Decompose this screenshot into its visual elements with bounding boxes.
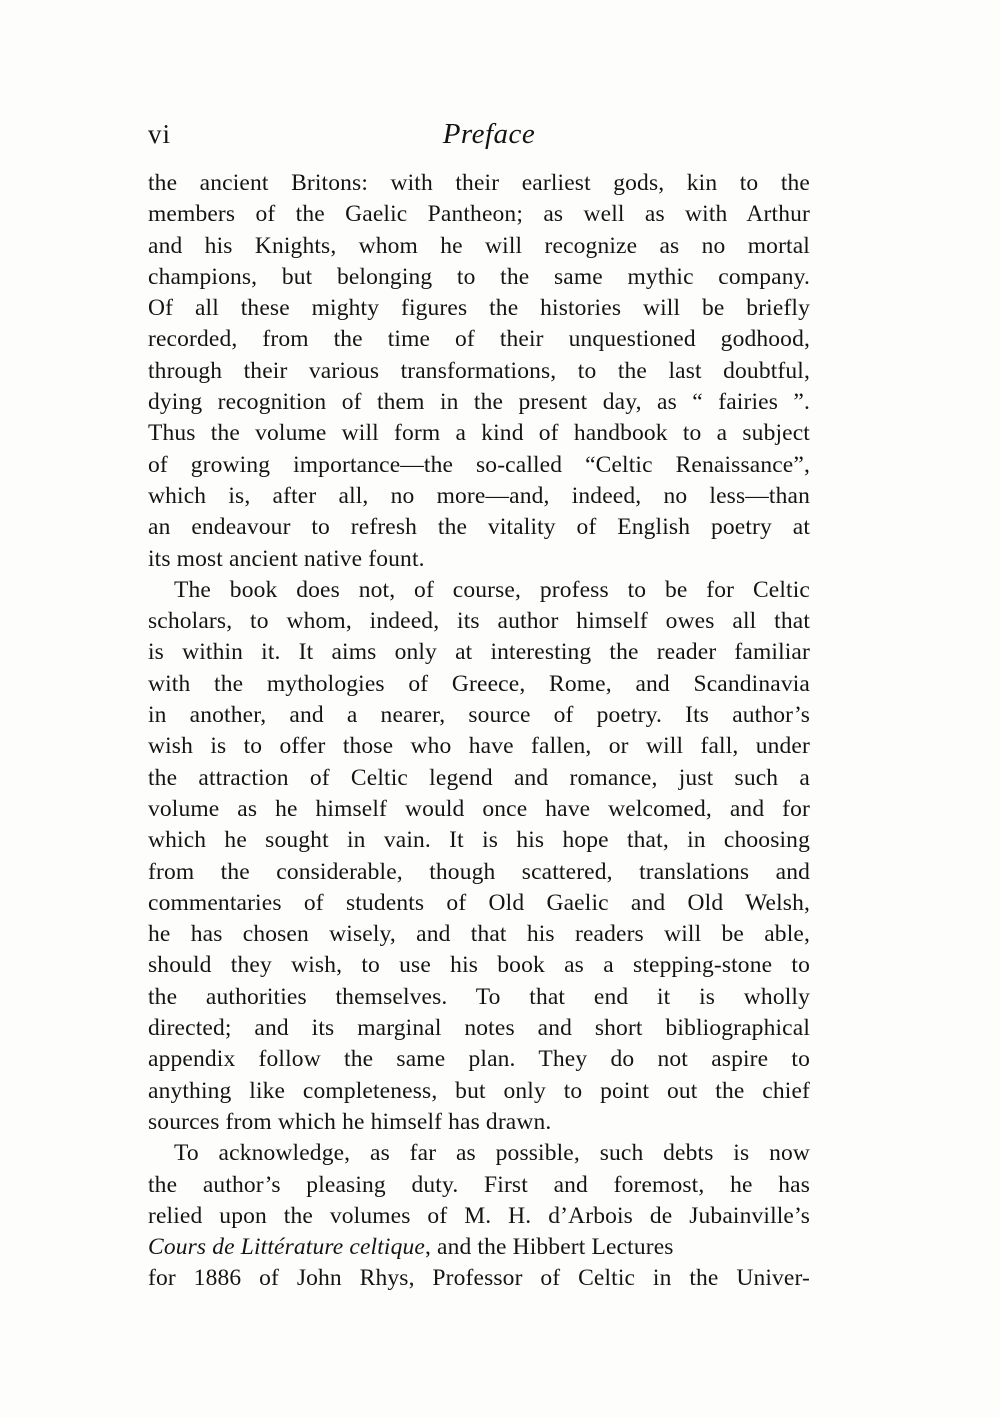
text-line: which is, after all, no more—and, indeed, no less—than xyxy=(148,482,810,509)
running-title: Preface xyxy=(442,118,536,150)
text-line: volume as he himself would once have welcomed, and for xyxy=(148,795,810,822)
text-line: relied upon the volumes of M. H. d’Arbois de Jubainville’s xyxy=(148,1202,810,1229)
text-line: the author’s pleasing duty. First and foremost, he has xyxy=(148,1171,810,1198)
text-line: through their various transformations, to the last doubtful, xyxy=(148,357,810,384)
text-line: of growing importance—the so-called “Celtic Renaissance”, xyxy=(148,451,810,478)
paragraph-end-line: sources from which he himself has drawn. xyxy=(148,1108,552,1135)
book-title: Cours de Littérature celtique xyxy=(148,1234,425,1261)
text-line: the authorities themselves. To that end it is wholly xyxy=(148,983,810,1010)
text-line: should they wish, to use his book as a stepping-stone to xyxy=(148,952,810,979)
page-header xyxy=(148,112,810,156)
paragraph-start-line: To acknowledge, as far as possible, such debts is now xyxy=(174,1140,810,1167)
text-line: commentaries of students of Old Gaelic and Old Welsh, xyxy=(148,889,810,916)
text-line: recorded, from the time of their unquestioned godhood, xyxy=(148,326,810,353)
text-line: the attraction of Celtic legend and romance, just such a xyxy=(148,764,810,791)
text-line: Of all these mighty figures the histories will be briefly xyxy=(148,295,810,322)
text-line: in another, and a nearer, source of poetry. Its author’s xyxy=(148,702,810,729)
text-line: the ancient Britons: with their earliest gods, kin to the xyxy=(148,170,810,196)
paragraph-start-line: The book does not, of course, profess to be for Celtic xyxy=(174,576,810,603)
text-line: scholars, to whom, indeed, its author himself owes all that xyxy=(148,608,810,635)
text-line: with the mythologies of Greece, Rome, and Scandinavia xyxy=(148,670,810,697)
paragraph-end-line: its most ancient native fount. xyxy=(148,545,425,572)
text-line: champions, but belonging to the same mythic company. xyxy=(148,263,810,290)
text-line: is within it. It aims only at interesting the reader familiar xyxy=(148,639,810,666)
text-line-continuation: , and the Hibbert Lectures xyxy=(424,1234,674,1261)
text-line: members of the Gaelic Pantheon; as well as with Arthur xyxy=(148,201,810,228)
text-line: dying recognition of them in the present day, as “ fairies ”. xyxy=(148,389,810,416)
text-line: an endeavour to refresh the vitality of English poetry at xyxy=(148,514,810,541)
text-line: from the considerable, though scattered, translations and xyxy=(148,858,810,885)
text-line: Thus the volume will form a kind of handbook to a subject xyxy=(148,420,810,447)
text-line-with-title xyxy=(148,1232,810,1263)
text-line: for 1886 of John Rhys, Professor of Celtic in the Univer- xyxy=(148,1265,810,1292)
text-line: which he sought in vain. It is his hope that, in choosing xyxy=(148,827,810,854)
text-line: and his Knights, whom he will recognize as no mortal xyxy=(148,232,810,259)
page-number: vi xyxy=(148,119,172,149)
text-line: directed; and its marginal notes and short bibliographical xyxy=(148,1015,810,1042)
text-line: anything like completeness, but only to point out the chief xyxy=(148,1077,810,1104)
text-line: he has chosen wisely, and that his readers will be able, xyxy=(148,921,810,948)
text-line: wish is to offer those who have fallen, or will fall, under xyxy=(148,733,810,760)
text-line: appendix follow the same plan. They do not aspire to xyxy=(148,1046,810,1073)
preface-text xyxy=(148,168,810,1295)
